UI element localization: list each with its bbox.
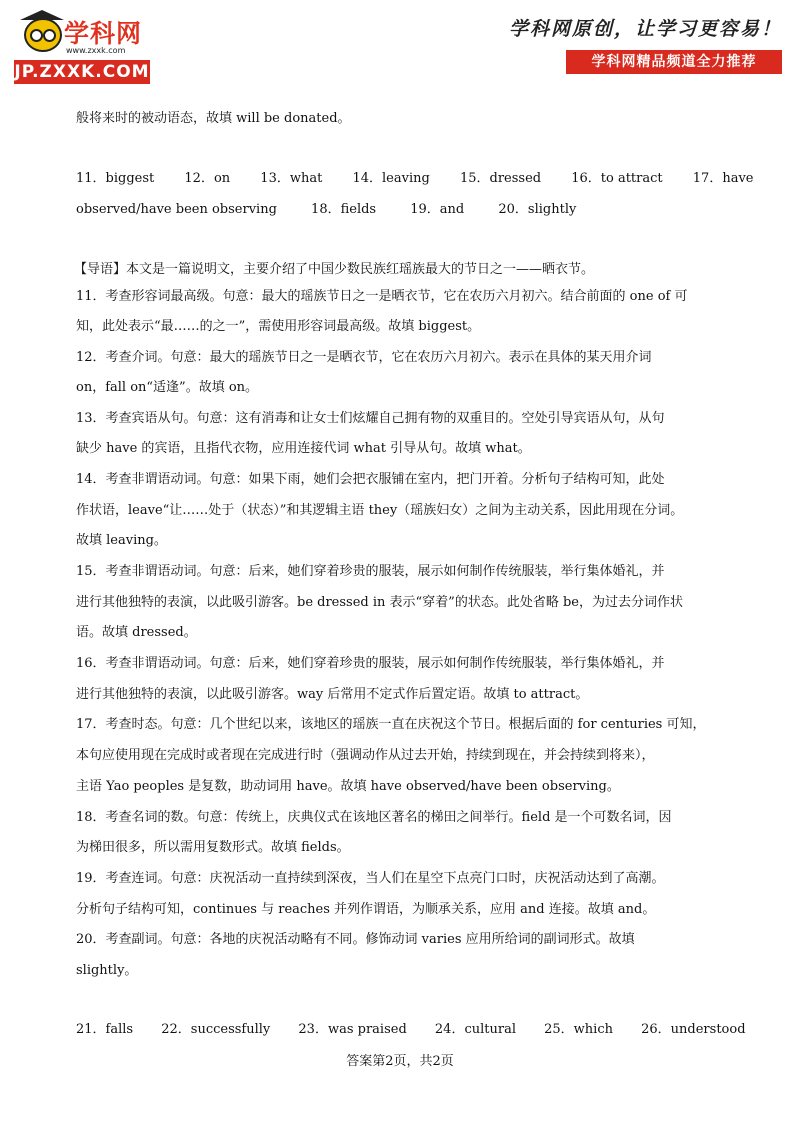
answer-row-2	[76, 201, 598, 219]
explanation-line: 缺少 have 的宾语，且指代衣物，应用连接代词 what 引导从句。故填 what。	[76, 441, 531, 456]
answer-row-3	[76, 1021, 768, 1039]
explanation-line: on，fall on“适逢”。故填 on。	[76, 380, 259, 395]
answer-item: 20．slightly	[498, 202, 577, 217]
answer-item: 23．was praised	[298, 1022, 407, 1037]
answer-item: 26．understood	[641, 1022, 746, 1037]
explanation-line: 19．考查连词。句意：庆祝活动一直持续到深夜，当人们在星空下点亮门口时，庆祝活动达到了高潮。	[76, 871, 665, 886]
answer-item: 15．dressed	[459, 171, 542, 186]
answer-item: 22．successfully	[161, 1022, 271, 1037]
explanation-line: 知，此处表示“最……的之一”，需使用形容词最高级。故填 biggest。	[76, 319, 481, 334]
page-footer: 答案第2页，共2页	[346, 1054, 454, 1069]
logo-jp-banner: JP.ZXXK.COM	[14, 62, 150, 82]
answer-item: 11．biggest	[76, 171, 155, 186]
explanation-line: 12．考查介词。句意：最大的瑶族节日之一是晒衣节，它在农历六月初六。表示在具体的某天用介词	[76, 350, 652, 365]
explanation-line: 本句应使用现在完成时或者现在完成进行时（强调动作从过去开始，持续到现在，并会持续到将来），	[76, 748, 655, 763]
logo-url: www.zxxk.com	[66, 46, 126, 55]
explanation-line: 17．考查时态。句意：几个世纪以来，该地区的瑶族一直在庆祝这个节日。根据后面的 for centuries 可知，	[76, 717, 706, 732]
answer-item: 17．have	[692, 171, 754, 186]
header-slogan: 学科网原创，让学习更容易！	[508, 18, 782, 40]
answer-item: observed/have been observing	[76, 202, 277, 217]
explanation-line: 故填 leaving。	[76, 533, 167, 548]
explanation-line: 13．考查宾语从句。句意：这有消毒和让女士们炫耀自己拥有物的双重目的。空处引导宾语从句，从句	[76, 411, 665, 426]
answer-item: 21．falls	[76, 1022, 134, 1037]
explanation-line: 16．考查非谓语动词。句意：后来，她们穿着珍贵的服装，展示如何制作传统服装，举行集体婚礼，并	[76, 656, 665, 671]
answer-item: 13．what	[260, 171, 323, 186]
explanation-line: 进行其他独特的表演，以此吸引游客。be dressed in 表示“穿着”的状态。此处省略 be，为过去分词作状	[76, 595, 683, 610]
answer-item: 16．to attract	[571, 171, 663, 186]
explanation-line: 18．考查名词的数。句意：传统上，庆典仪式在该地区著名的梯田之间举行。field 是一个可数名词，因	[76, 810, 672, 825]
answer-item: 12．on	[184, 171, 231, 186]
explanation-line: 语。故填 dressed。	[76, 625, 197, 640]
explanation-line: 进行其他独特的表演，以此吸引游客。way 后常用不定式作后置定语。故填 to attract。	[76, 687, 589, 702]
answer-row-1	[76, 170, 775, 188]
logo-face-icon	[24, 18, 62, 52]
explanation-line: 分析句子结构可知，continues 与 reaches 并列作谓语，为顺承关系，应用 and 连接。故填 and。	[76, 902, 656, 917]
explanation-line: 为梯田很多，所以需用复数形式。故填 fields。	[76, 840, 350, 855]
explanation-line: 主语 Yao peoples 是复数，助动词用 have。故填 have observed/have been observing。	[76, 779, 620, 794]
guide-line: 【导语】本文是一篇说明文，主要介绍了中国少数民族红瑶族最大的节日之一——晒衣节。	[74, 262, 595, 277]
answer-item: 24．cultural	[434, 1022, 516, 1037]
answer-item: 25．which	[544, 1022, 613, 1037]
explanation-line: 作状语，leave“让……处于（状态）”和其逻辑主语 they（瑶族妇女）之间为主动关系，因此用现在分词。	[76, 503, 684, 518]
answer-item: 14．leaving	[352, 171, 430, 186]
logo-name: 学科网	[64, 19, 143, 48]
answer-item: 19．and	[410, 202, 465, 217]
site-logo	[14, 10, 154, 80]
explanation-line: 20．考查副词。句意：各地的庆祝活动略有不同。修饰动词 varies 应用所给词的副词形式。故填	[76, 932, 635, 947]
explanation-line: 15．考查非谓语动词。句意：后来，她们穿着珍贵的服装，展示如何制作传统服装，举行集体婚礼，并	[76, 564, 665, 579]
intro-line: 般将来时的被动语态，故填 will be donated。	[76, 111, 351, 126]
explanation-line: slightly。	[76, 963, 138, 978]
channel-banner: 学科网精品频道全力推荐	[566, 50, 782, 74]
answer-item: 18．fields	[311, 202, 377, 217]
explanation-line: 11．考查形容词最高级。句意：最大的瑶族节日之一是晒衣节，它在农历六月初六。结合前面的 one of 可	[76, 289, 688, 304]
explanation-line: 14．考查非谓语动词。句意：如果下雨，她们会把衣服铺在室内，把门开着。分析句子结构可知，此处	[76, 472, 665, 487]
